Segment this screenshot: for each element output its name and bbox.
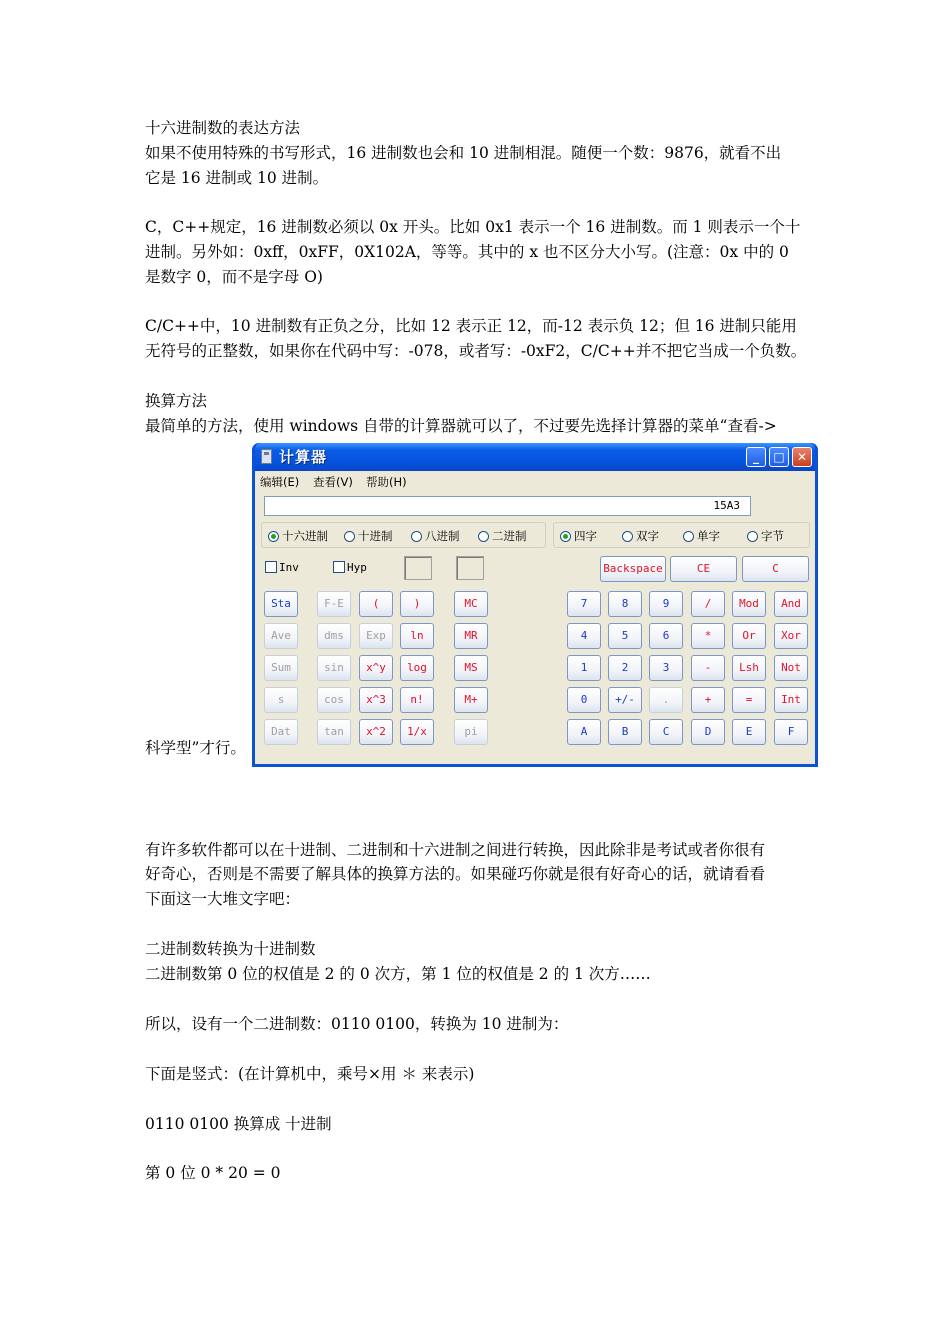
calculator-window: [252, 443, 818, 767]
menu-help[interactable]: 帮助(H): [366, 475, 407, 489]
factorial-button[interactable]: n!: [400, 687, 434, 713]
open-paren-button[interactable]: (: [359, 591, 393, 617]
paragraph-line: 是数字 0，而不是字母 O): [145, 268, 323, 286]
clear-button[interactable]: C: [742, 556, 809, 582]
log-button[interactable]: log: [400, 655, 434, 681]
paragraph-line: 0110 0100 换算成 十进制: [145, 1115, 332, 1133]
radio-icon: [622, 531, 633, 542]
key-negate[interactable]: +/-: [608, 687, 642, 713]
paragraph-line: 最简单的方法，使用 windows 自带的计算器就可以了，不过要先选择计算器的菜单“查看->: [145, 417, 777, 435]
maximize-button[interactable]: □: [769, 447, 789, 467]
key-9[interactable]: 9: [649, 591, 683, 617]
key-and[interactable]: And: [774, 591, 808, 617]
paragraph-line: 第 0 位 0 * 20 = 0: [145, 1164, 281, 1182]
exp-button[interactable]: Exp: [359, 623, 393, 649]
menu-view[interactable]: 查看(V): [313, 475, 353, 489]
paragraph-line: 进制。另外如：0xff，0xFF，0X102A，等等。其中的 x 也不区分大小写。(注意：0x 中的 0: [145, 243, 789, 261]
paragraph-line: 下面是竖式：(在计算机中，乘号×用 ＊ 来表示): [145, 1065, 475, 1083]
ms-button[interactable]: MS: [454, 655, 488, 681]
fe-button[interactable]: F-E: [317, 591, 351, 617]
key-3[interactable]: 3: [649, 655, 683, 681]
radio-word[interactable]: 单字: [683, 528, 720, 544]
inv-checkbox[interactable]: Inv: [265, 561, 299, 574]
key-not[interactable]: Not: [774, 655, 808, 681]
key-b[interactable]: B: [608, 719, 642, 745]
key-e[interactable]: E: [732, 719, 766, 745]
calculator-icon: [261, 449, 272, 464]
paragraph-line: 好奇心，否则是不需要了解具体的换算方法的。如果碰巧你就是很有好奇心的话，就请看看: [145, 865, 766, 883]
paragraph-line: 它是 16 进制或 10 进制。: [145, 169, 329, 187]
stat-dat-button[interactable]: Dat: [264, 719, 298, 745]
key-0[interactable]: 0: [567, 687, 601, 713]
key-d[interactable]: D: [691, 719, 725, 745]
key-1[interactable]: 1: [567, 655, 601, 681]
section-title-binary: 二进制数转换为十进制数: [145, 940, 316, 958]
key-c[interactable]: C: [649, 719, 683, 745]
paragraph-line: C，C++规定，16 进制数必须以 0x 开头。比如 0x1 表示一个 16 进制数。而 1 则表示一个十: [145, 218, 801, 236]
key-5[interactable]: 5: [608, 623, 642, 649]
checkbox-icon: [265, 561, 277, 573]
section-title-hex: 十六进制数的表达方法: [145, 119, 301, 137]
stat-sta-button[interactable]: Sta: [264, 591, 298, 617]
radio-oct[interactable]: 八进制: [411, 528, 460, 544]
power-button[interactable]: x^y: [359, 655, 393, 681]
result-display: 15A3: [264, 496, 751, 516]
m-plus-button[interactable]: M+: [454, 687, 488, 713]
dms-button[interactable]: dms: [317, 623, 351, 649]
key-2[interactable]: 2: [608, 655, 642, 681]
tan-button[interactable]: tan: [317, 719, 351, 745]
radio-selected-icon: [268, 531, 279, 542]
close-paren-button[interactable]: ): [400, 591, 434, 617]
base-radio-group: [261, 522, 546, 548]
minimize-button[interactable]: _: [746, 447, 766, 467]
key-add[interactable]: +: [691, 687, 725, 713]
paragraph-line: 科学型”才行。: [145, 739, 246, 757]
title-bar: [255, 443, 815, 471]
sin-button[interactable]: sin: [317, 655, 351, 681]
reciprocal-button[interactable]: 1/x: [400, 719, 434, 745]
key-6[interactable]: 6: [649, 623, 683, 649]
radio-bin[interactable]: 二进制: [478, 528, 527, 544]
paragraph-line: 所以，设有一个二进制数：0110 0100，转换为 10 进制为：: [145, 1015, 569, 1033]
hyp-checkbox[interactable]: Hyp: [333, 561, 367, 574]
paren-indicator: [456, 556, 484, 580]
key-multiply[interactable]: *: [691, 623, 725, 649]
radio-byte[interactable]: 字节: [747, 528, 784, 544]
radio-hex[interactable]: 十六进制: [268, 528, 328, 544]
cube-button[interactable]: x^3: [359, 687, 393, 713]
backspace-button[interactable]: Backspace: [600, 556, 666, 582]
stat-ave-button[interactable]: Ave: [264, 623, 298, 649]
menu-edit[interactable]: 编辑(E): [260, 475, 300, 489]
key-equals[interactable]: =: [732, 687, 766, 713]
paragraph-line: 无符号的正整数，如果你在代码中写：-078，或者写：-0xF2，C/C++并不把它当成一个负数。: [145, 342, 807, 360]
checkbox-icon: [333, 561, 345, 573]
radio-icon: [478, 531, 489, 542]
radio-icon: [683, 531, 694, 542]
key-decimal[interactable]: .: [649, 687, 683, 713]
key-mod[interactable]: Mod: [732, 591, 766, 617]
memory-indicator: [404, 556, 432, 580]
paragraph-line: 有许多软件都可以在十进制、二进制和十六进制之间进行转换，因此除非是考试或者你很有: [145, 841, 766, 859]
radio-icon: [747, 531, 758, 542]
cos-button[interactable]: cos: [317, 687, 351, 713]
radio-dword[interactable]: 双字: [622, 528, 659, 544]
paragraph-line: 二进制数第 0 位的权值是 2 的 0 次方，第 1 位的权值是 2 的 1 次方……: [145, 965, 651, 983]
menu-bar: [255, 471, 815, 491]
key-lsh[interactable]: Lsh: [732, 655, 766, 681]
pi-button[interactable]: pi: [454, 719, 488, 745]
square-button[interactable]: x^2: [359, 719, 393, 745]
key-7[interactable]: 7: [567, 591, 601, 617]
key-f[interactable]: F: [774, 719, 808, 745]
section-title-method: 换算方法: [145, 392, 208, 410]
window-title: 计算器: [279, 448, 328, 466]
key-or[interactable]: Or: [732, 623, 766, 649]
close-button[interactable]: ✕: [792, 447, 812, 467]
clear-entry-button[interactable]: CE: [670, 556, 737, 582]
paragraph-line: 如果不使用特殊的书写形式，16 进制数也会和 10 进制相混。随便一个数：9876，就看不出: [145, 144, 782, 162]
calculator-body: [255, 471, 815, 764]
paragraph-line: 下面这一大堆文字吧：: [145, 890, 301, 908]
key-a[interactable]: A: [567, 719, 601, 745]
key-4[interactable]: 4: [567, 623, 601, 649]
radio-selected-icon: [560, 531, 571, 542]
mr-button[interactable]: MR: [454, 623, 488, 649]
radio-qword[interactable]: 四字: [560, 528, 597, 544]
key-8[interactable]: 8: [608, 591, 642, 617]
word-radio-group: [553, 522, 810, 548]
stat-s-button[interactable]: s: [264, 687, 298, 713]
radio-icon: [344, 531, 355, 542]
key-xor[interactable]: Xor: [774, 623, 808, 649]
mc-button[interactable]: MC: [454, 591, 488, 617]
ln-button[interactable]: ln: [400, 623, 434, 649]
radio-icon: [411, 531, 422, 542]
key-divide[interactable]: /: [691, 591, 725, 617]
stat-sum-button[interactable]: Sum: [264, 655, 298, 681]
key-int[interactable]: Int: [774, 687, 808, 713]
key-subtract[interactable]: -: [691, 655, 725, 681]
radio-dec[interactable]: 十进制: [344, 528, 393, 544]
paragraph-line: C/C++中，10 进制数有正负之分，比如 12 表示正 12，而-12 表示负 12；但 16 进制只能用: [145, 317, 797, 335]
